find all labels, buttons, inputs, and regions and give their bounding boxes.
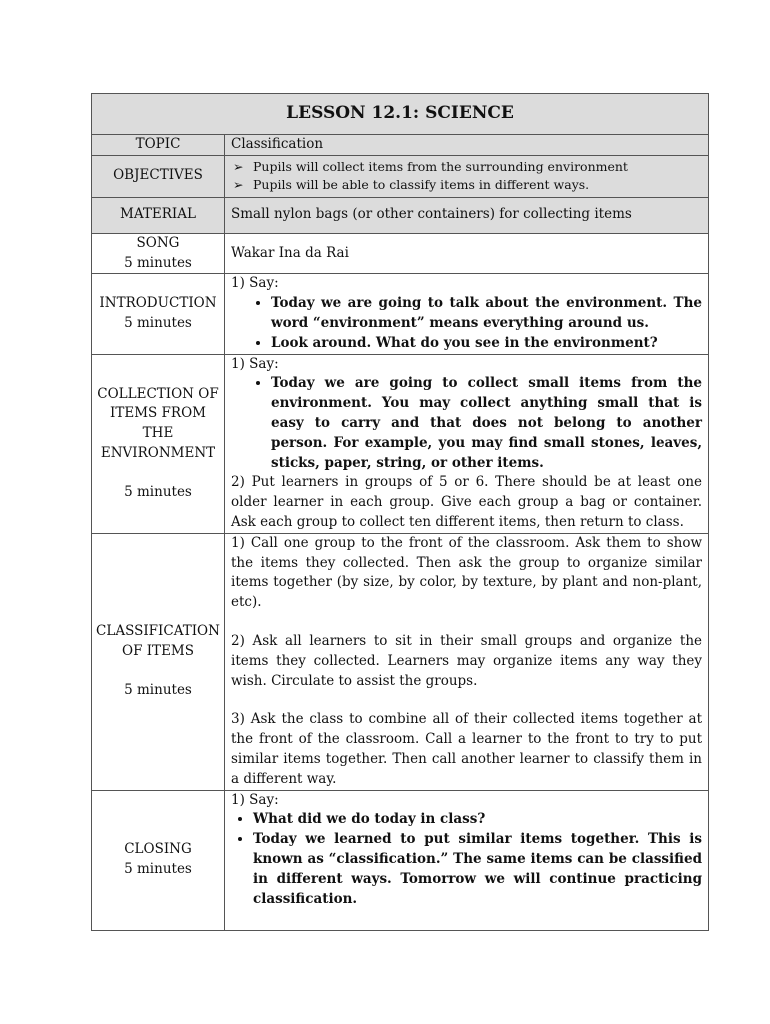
introduction-say: 1) Say: — [231, 275, 279, 292]
closing-cell — [225, 790, 709, 930]
introduction-label: INTRODUCTION — [99, 295, 217, 312]
collection-label-line: ENVIRONMENT — [100, 445, 216, 462]
title-row — [92, 94, 709, 135]
objectives-list — [231, 158, 702, 194]
collection-row — [92, 354, 709, 533]
classification-cell — [225, 533, 709, 790]
classification-step: 2) Ask all learners to sit in their small groups and organize the items they collected. Learners may organize items any way they wish. Circulate to assist the groups. — [231, 632, 703, 689]
collection-bullets — [231, 374, 702, 473]
collection-label-cell — [92, 354, 225, 533]
topic-label: TOPIC — [92, 135, 225, 156]
closing-row — [92, 790, 709, 930]
collection-label-line: COLLECTION OF — [97, 385, 219, 402]
collection-say: 1) Say: — [231, 355, 279, 372]
classification-label-cell — [92, 533, 225, 790]
introduction-bullet: • Today we are going to talk about the environment. The word “environment” means everything around us. — [271, 294, 702, 334]
collection-step-2: 2) Put learners in groups of 5 or 6. There should be at least one older learner in each group. Give each group a bag or container. Ask each group to collect ten different items, then return to class. — [231, 474, 703, 530]
objectives-cell — [225, 155, 709, 197]
closing-label-cell — [92, 790, 225, 930]
introduction-row — [92, 274, 709, 354]
song-label-cell — [92, 233, 225, 274]
closing-duration: 5 minutes — [124, 861, 192, 878]
lesson-plan-table — [91, 93, 709, 931]
material-label: MATERIAL — [92, 197, 225, 233]
material-row — [92, 197, 709, 233]
classification-row — [92, 533, 709, 790]
objectives-label: OBJECTIVES — [92, 155, 225, 197]
topic-row — [92, 135, 709, 156]
objective-item: ➢ Pupils will be able to classify items in different ways. — [253, 176, 702, 194]
lesson-title: LESSON 12.1: SCIENCE — [92, 94, 709, 135]
closing-bullet: • What did we do today in class? — [253, 810, 702, 830]
closing-bullets — [231, 810, 702, 909]
introduction-bullet: • Look around. What do you see in the environment? — [271, 334, 702, 354]
collection-cell — [225, 354, 709, 533]
song-duration: 5 minutes — [124, 254, 192, 271]
closing-say: 1) Say: — [231, 791, 279, 808]
material-value: Small nylon bags (or other containers) for collecting items — [225, 197, 709, 233]
closing-bullet: • Today we learned to put similar items together. This is known as “classification.” The same items can be classified in different ways. Tomorrow we will continue practicing classification. — [253, 830, 702, 909]
classification-label-line: CLASSIFICATION — [96, 623, 220, 640]
classification-step: 1) Call one group to the front of the classroom. Ask them to show the items they collected. Then ask the group to organize similar items together (by size, by color, by texture, by plant and non-plant, etc). — [231, 534, 703, 611]
objectives-row — [92, 155, 709, 197]
topic-value: Classification — [225, 135, 709, 156]
classification-step: 3) Ask the class to combine all of their collected items together at the front of the classroom. Call a learner to the front to try to put similar items together. Then call another learner to classify them in a different way. — [231, 711, 703, 787]
objective-item: ➢ Pupils will collect items from the surrounding environment — [253, 158, 702, 176]
song-value: Wakar Ina da Rai — [225, 233, 709, 274]
collection-label-line: THE — [142, 425, 174, 442]
collection-bullet: • Today we are going to collect small items from the environment. You may collect anything small that is easy to carry and that does not belong to another person. For example, you may find small stones, leaves, sticks, paper, string, or other items. — [271, 374, 702, 473]
collection-label-line: ITEMS FROM — [110, 405, 206, 422]
collection-duration: 5 minutes — [124, 483, 192, 500]
introduction-duration: 5 minutes — [124, 314, 192, 331]
introduction-label-cell — [92, 274, 225, 354]
song-row — [92, 233, 709, 274]
classification-label-line: OF ITEMS — [122, 643, 194, 660]
song-label: SONG — [136, 234, 180, 251]
introduction-bullets — [231, 294, 702, 353]
introduction-cell — [225, 274, 709, 354]
classification-duration: 5 minutes — [124, 682, 192, 699]
closing-label: CLOSING — [124, 841, 192, 858]
